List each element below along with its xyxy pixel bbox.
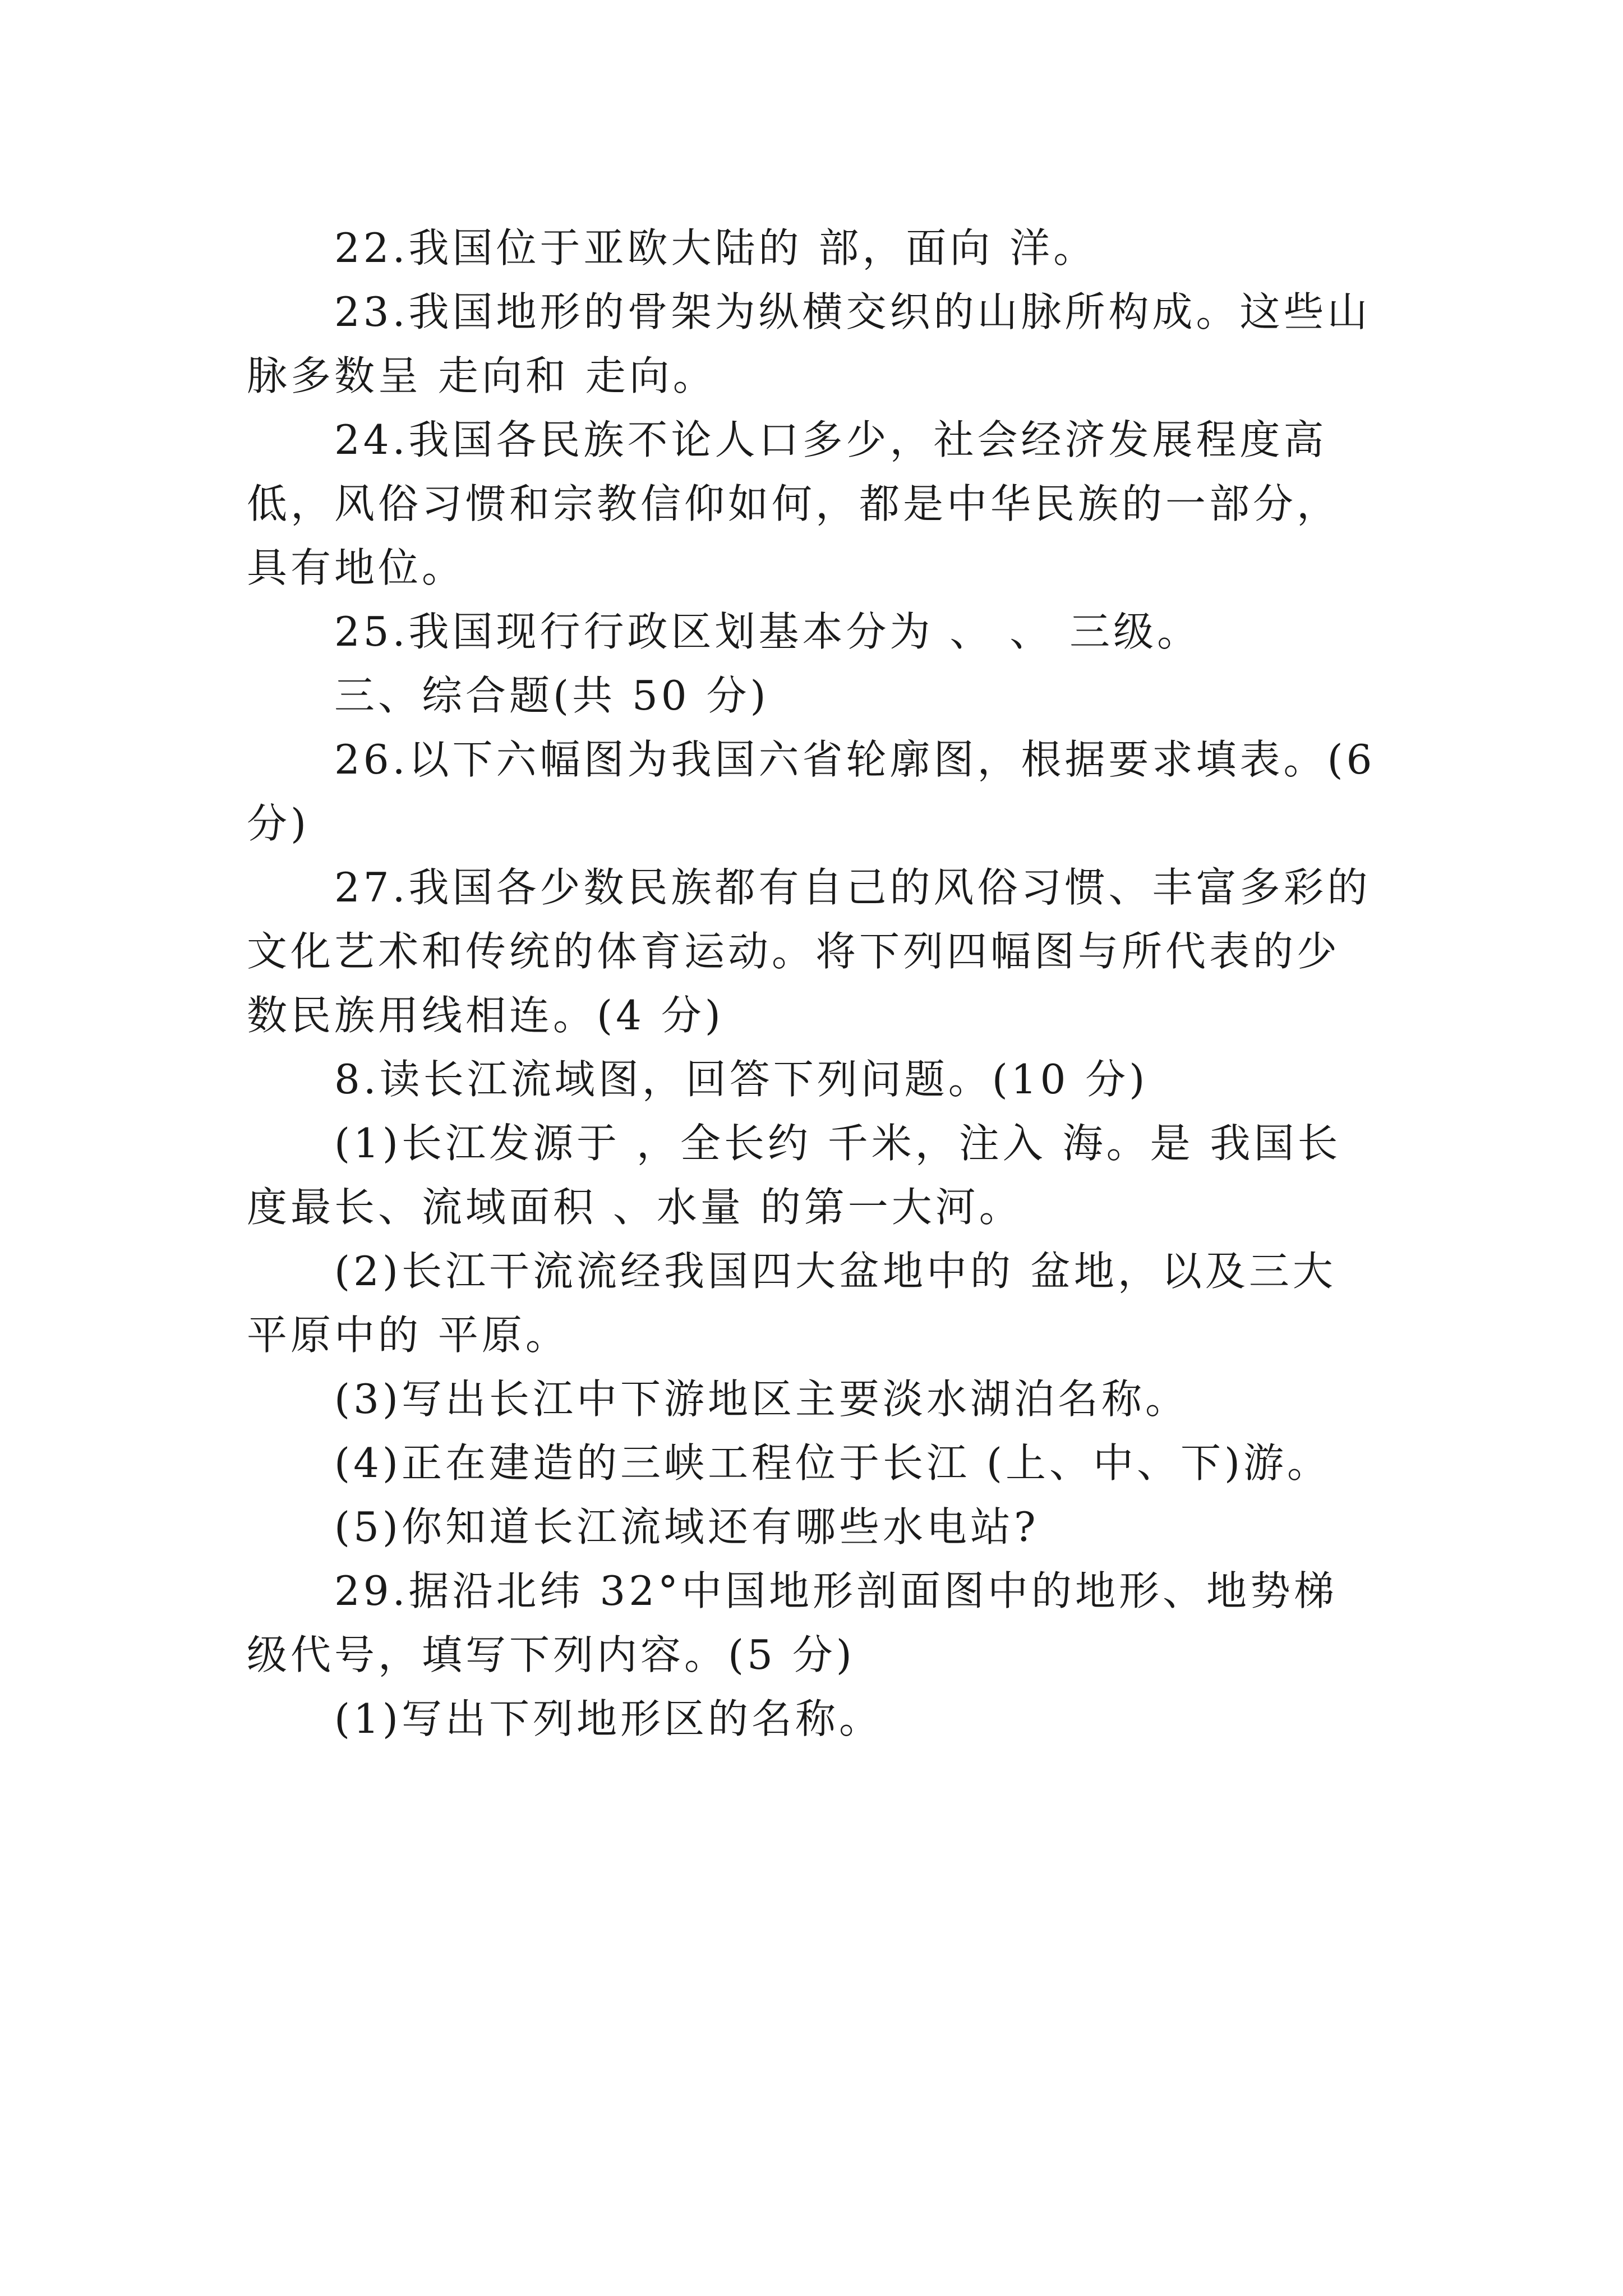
question-28	[247, 1047, 1380, 1111]
question-24-line-3: 地位。	[334, 544, 466, 591]
question-24	[247, 408, 1380, 600]
section-heading-3	[247, 664, 1380, 728]
question-27	[247, 855, 1380, 1047]
question-28-part-5-line-1: (5)你知道长江流域还有哪些水电站?	[334, 1503, 1039, 1550]
question-28-part-5	[247, 1495, 1380, 1559]
question-25-line-1: 25.我国现行行政区划基本分为 、 、 三级。	[334, 608, 1201, 655]
question-29-part-1-line-1: (1)写出下列地形区的名称。	[334, 1695, 883, 1742]
question-26	[247, 728, 1380, 855]
question-24-line-1: 24.我国各民族不论人口多少，社会经济发展程度高低，	[247, 416, 1327, 527]
question-28-part-4	[247, 1431, 1380, 1495]
question-26-line-2: 分)	[247, 800, 310, 847]
question-27-line-3: 民族用线相连。(4 分)	[291, 992, 724, 1039]
question-26-line-1: 26.以下六幅图为我国六省轮廓图，根据要求填表。(6	[334, 736, 1376, 783]
question-28-part-3-line-1: (3)写出长江中下游地区主要淡水湖泊名称。	[334, 1375, 1189, 1423]
question-23-line-1: 23.我国地形的骨架为纵横交织的山脉所构成。这些山	[334, 288, 1371, 335]
question-27-line-2: 文化艺术和传统的体育运动。将下列四幅图与所代表的少数	[247, 928, 1341, 1039]
question-27-line-1: 27.我国各少数民族都有自己的风俗习惯、丰富多彩的	[334, 864, 1371, 911]
question-23-line-2: 脉多数呈 走向和 走向。	[247, 352, 717, 399]
question-29-line-1: 29.据沿北纬 32°中国地形剖面图中的地形、地势梯级	[247, 1567, 1338, 1678]
question-28-part-1-line-2: 度最长、流域面积 、水量 的第一大河。	[247, 1184, 1023, 1231]
question-28-part-2-line-1: (2)长江干流流经我国四大盆地中的 盆地，以及三大平	[247, 1248, 1336, 1359]
question-23	[247, 280, 1380, 408]
question-29-part-1	[247, 1687, 1380, 1751]
question-24-line-2: 风俗习惯和宗教信仰如何，都是中华民族的一部分，具有	[247, 480, 1341, 591]
question-25	[247, 600, 1380, 664]
question-28-part-2-line-2: 原中的 平原。	[291, 1312, 569, 1359]
question-28-part-2	[247, 1239, 1380, 1367]
question-28-part-1-line-1: (1)长江发源于 ，全长约 千米，注入 海。是 我国长	[334, 1120, 1341, 1167]
question-28-part-4-line-1: (4)正在建造的三峡工程位于长江 (上、中、下)游。	[334, 1439, 1331, 1487]
question-29-line-2: 代号，填写下列内容。(5 分)	[291, 1631, 855, 1678]
section-heading-3-text: 三、综合题(共 50 分)	[334, 672, 769, 719]
question-28-line-1: 8.读长江流域图，回答下列问题。(10 分)	[334, 1056, 1149, 1103]
question-29	[247, 1559, 1380, 1687]
question-28-part-3	[247, 1367, 1380, 1431]
question-22	[247, 216, 1380, 280]
question-22-line-1: 22.我国位于亚欧大陆的 部，面向 洋。	[334, 224, 1098, 272]
question-28-part-1	[247, 1111, 1380, 1239]
document-body	[247, 216, 1380, 1751]
